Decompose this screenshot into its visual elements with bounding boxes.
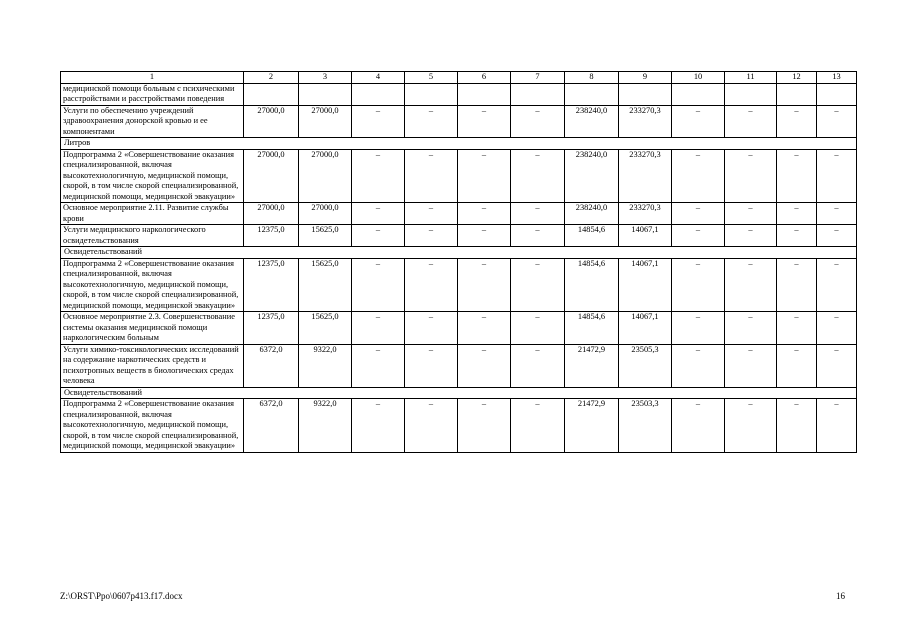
row-description: Подпрограмма 2 «Совершенствование оказания специализированной, включая высокотехнологичную, медицинской помощи, скорой, в том числе скорой специализированной, медицинской помощи, медицинской эвакуации» (61, 258, 244, 312)
value-cell: 12375,0 (244, 225, 299, 247)
value-cell: – (725, 344, 777, 387)
value-cell (244, 83, 299, 105)
table-row (61, 399, 857, 453)
table-row (61, 225, 857, 247)
value-cell: 27000,0 (299, 149, 352, 203)
value-cell: – (725, 225, 777, 247)
value-cell: – (511, 312, 565, 345)
value-cell: – (777, 149, 817, 203)
value-cell: – (405, 225, 458, 247)
value-cell: – (672, 225, 725, 247)
row-description: медицинской помощи больным с психическими расстройствами и расстройствами поведения (61, 83, 244, 105)
value-cell: – (725, 105, 777, 138)
value-cell: 21472,9 (565, 399, 619, 453)
value-cell: – (458, 258, 511, 312)
value-cell: – (352, 399, 405, 453)
table-row (61, 83, 857, 105)
value-cell: – (725, 258, 777, 312)
value-cell: 14067,1 (619, 258, 672, 312)
value-cell: – (511, 258, 565, 312)
value-cell: 15625,0 (299, 225, 352, 247)
unit-row (61, 247, 857, 259)
value-cell: – (352, 312, 405, 345)
value-cell (511, 83, 565, 105)
value-cell: – (511, 149, 565, 203)
value-cell: – (458, 149, 511, 203)
value-cell: 12375,0 (244, 312, 299, 345)
value-cell: – (405, 149, 458, 203)
column-number: 7 (511, 72, 565, 84)
value-cell (672, 83, 725, 105)
value-cell: 27000,0 (299, 105, 352, 138)
value-cell: 238240,0 (565, 149, 619, 203)
value-cell: 27000,0 (244, 149, 299, 203)
value-cell: – (817, 258, 857, 312)
column-number: 1 (61, 72, 244, 84)
row-description: Услуги химико-токсикологических исследований на содержание наркотических средств и психотропных веществ в биологических средах человека (61, 344, 244, 387)
value-cell: 21472,9 (565, 344, 619, 387)
footer-file-path: Z:\ORST\Ppo\0607p413.f17.docx (60, 591, 183, 601)
value-cell: – (405, 258, 458, 312)
unit-label: Освидетельствований (61, 387, 857, 399)
value-cell: – (352, 225, 405, 247)
column-number: 10 (672, 72, 725, 84)
value-cell: – (672, 203, 725, 225)
value-cell: 233270,3 (619, 149, 672, 203)
row-description: Подпрограмма 2 «Совершенствование оказания специализированной, включая высокотехнологичную, медицинской помощи, скорой, в том числе скорой специализированной, медицинской помощи, медицинской эвакуации» (61, 149, 244, 203)
value-cell: 27000,0 (244, 105, 299, 138)
value-cell: – (352, 344, 405, 387)
value-cell: – (511, 105, 565, 138)
value-cell: 233270,3 (619, 203, 672, 225)
value-cell: 23503,3 (619, 399, 672, 453)
value-cell: – (511, 203, 565, 225)
value-cell: 27000,0 (244, 203, 299, 225)
value-cell: – (405, 105, 458, 138)
value-cell (405, 83, 458, 105)
value-cell: – (777, 105, 817, 138)
value-cell: – (777, 344, 817, 387)
value-cell: – (405, 203, 458, 225)
column-number: 9 (619, 72, 672, 84)
value-cell: 6372,0 (244, 399, 299, 453)
value-cell: – (458, 312, 511, 345)
value-cell: – (817, 105, 857, 138)
table-row (61, 203, 857, 225)
footer-page-number: 16 (836, 591, 845, 601)
value-cell: – (817, 312, 857, 345)
value-cell: 15625,0 (299, 258, 352, 312)
row-description: Основное мероприятие 2.11. Развитие службы крови (61, 203, 244, 225)
value-cell: – (725, 399, 777, 453)
value-cell: – (777, 258, 817, 312)
value-cell: 9322,0 (299, 344, 352, 387)
column-number: 8 (565, 72, 619, 84)
value-cell: 15625,0 (299, 312, 352, 345)
unit-label: Литров (61, 138, 857, 150)
row-description: Подпрограмма 2 «Совершенствование оказания специализированной, включая высокотехнологичную, медицинской помощи, скорой, в том числе скорой специализированной, медицинской помощи, медицинской эвакуации» (61, 399, 244, 453)
value-cell: – (777, 225, 817, 247)
table-row (61, 149, 857, 203)
value-cell: – (672, 344, 725, 387)
value-cell: – (511, 399, 565, 453)
value-cell: – (725, 203, 777, 225)
column-number: 2 (244, 72, 299, 84)
value-cell: 23505,3 (619, 344, 672, 387)
value-cell: – (458, 105, 511, 138)
value-cell (352, 83, 405, 105)
value-cell: 14854,6 (565, 312, 619, 345)
value-cell: – (817, 203, 857, 225)
value-cell (777, 83, 817, 105)
column-number: 3 (299, 72, 352, 84)
value-cell: 238240,0 (565, 203, 619, 225)
value-cell: – (352, 203, 405, 225)
value-cell (725, 83, 777, 105)
column-number: 4 (352, 72, 405, 84)
value-cell: – (817, 225, 857, 247)
column-number: 5 (405, 72, 458, 84)
value-cell: – (725, 312, 777, 345)
unit-label: Освидетельствований (61, 247, 857, 259)
column-number: 13 (817, 72, 857, 84)
value-cell: – (817, 399, 857, 453)
value-cell: 27000,0 (299, 203, 352, 225)
value-cell: – (777, 203, 817, 225)
value-cell: – (352, 149, 405, 203)
value-cell: 12375,0 (244, 258, 299, 312)
value-cell: – (458, 399, 511, 453)
value-cell: – (672, 149, 725, 203)
value-cell: – (352, 105, 405, 138)
value-cell: 14854,6 (565, 225, 619, 247)
column-number: 6 (458, 72, 511, 84)
value-cell: – (672, 258, 725, 312)
value-cell (565, 83, 619, 105)
value-cell: 233270,3 (619, 105, 672, 138)
unit-row (61, 138, 857, 150)
value-cell (619, 83, 672, 105)
value-cell: – (511, 344, 565, 387)
value-cell: – (405, 399, 458, 453)
value-cell: – (672, 399, 725, 453)
value-cell: – (458, 344, 511, 387)
value-cell (817, 83, 857, 105)
value-cell: – (777, 399, 817, 453)
value-cell (299, 83, 352, 105)
value-cell: – (458, 225, 511, 247)
value-cell: – (352, 258, 405, 312)
value-cell: – (777, 312, 817, 345)
value-cell: 9322,0 (299, 399, 352, 453)
value-cell: – (405, 312, 458, 345)
value-cell: 6372,0 (244, 344, 299, 387)
value-cell: – (817, 344, 857, 387)
value-cell: 14067,1 (619, 225, 672, 247)
column-number: 11 (725, 72, 777, 84)
value-cell: – (458, 203, 511, 225)
row-description: Услуги по обеспечению учреждений здравоохранения донорской кровью и ее компонентами (61, 105, 244, 138)
value-cell: – (672, 312, 725, 345)
column-number-row (61, 72, 857, 84)
column-number: 12 (777, 72, 817, 84)
table-row (61, 258, 857, 312)
budget-table (60, 71, 857, 453)
row-description: Услуги медицинского наркологического освидетельствования (61, 225, 244, 247)
value-cell (458, 83, 511, 105)
value-cell: – (725, 149, 777, 203)
row-description: Основное мероприятие 2.3. Совершенствование системы оказания медицинской помощи наркологическим больным (61, 312, 244, 345)
table-row (61, 344, 857, 387)
value-cell: – (672, 105, 725, 138)
table-row (61, 312, 857, 345)
unit-row (61, 387, 857, 399)
value-cell: 238240,0 (565, 105, 619, 138)
value-cell: – (817, 149, 857, 203)
value-cell: – (511, 225, 565, 247)
value-cell: 14067,1 (619, 312, 672, 345)
table-row (61, 105, 857, 138)
value-cell: – (405, 344, 458, 387)
value-cell: 14854,6 (565, 258, 619, 312)
